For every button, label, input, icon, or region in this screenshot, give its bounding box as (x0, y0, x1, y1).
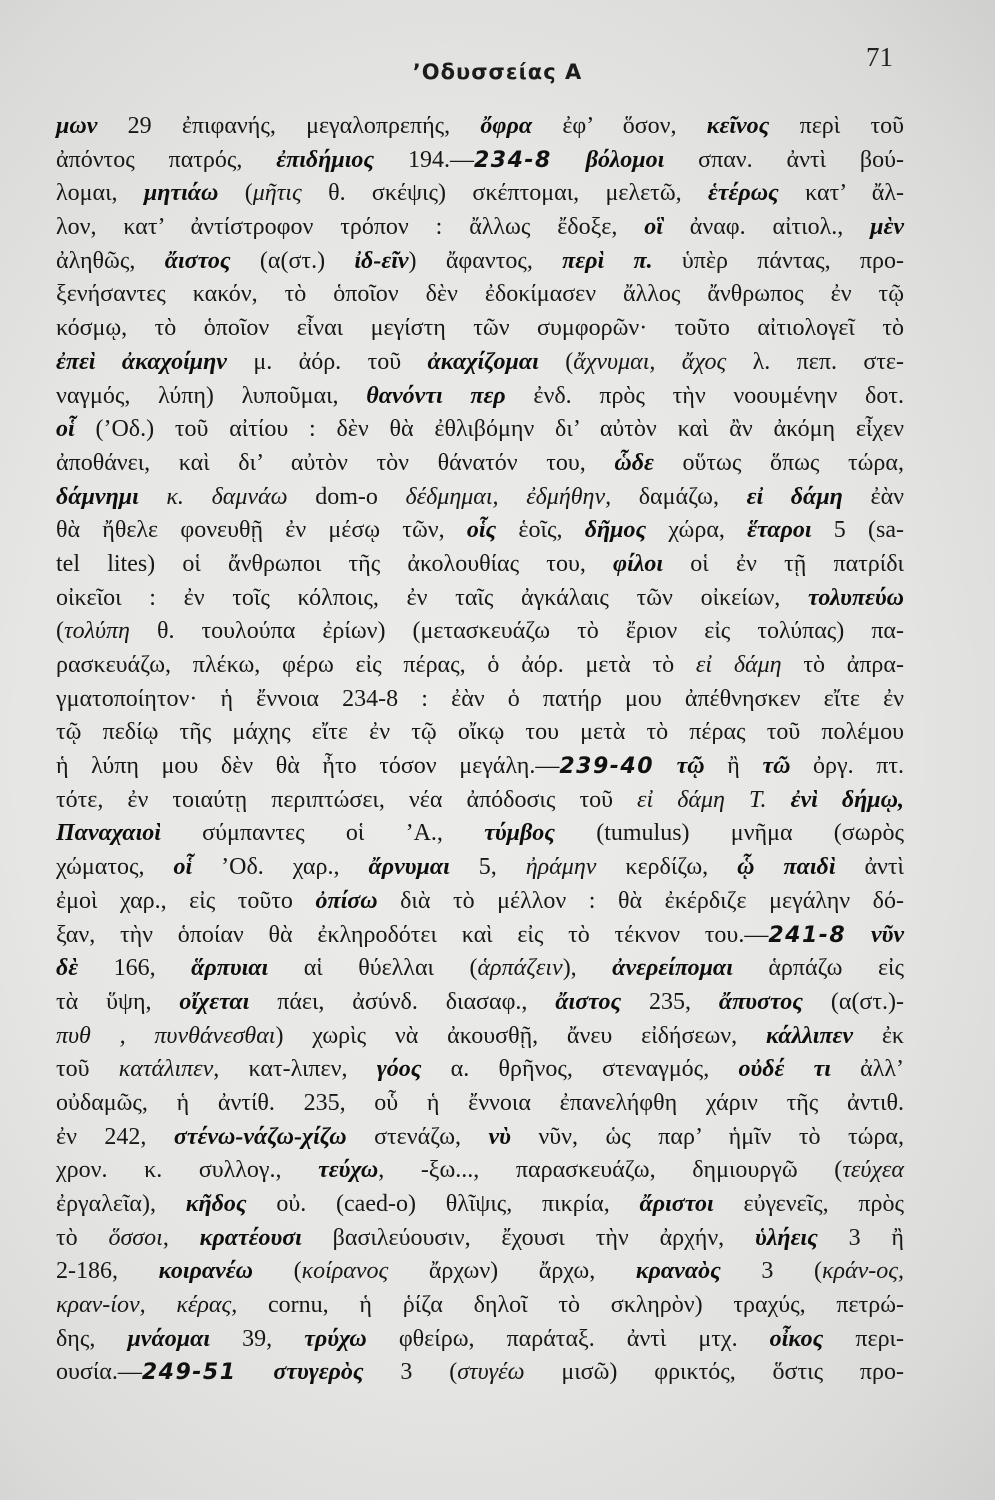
text-run: περι- (823, 1325, 904, 1352)
text-run: ἀποθάνει, καὶ δι’ αὐτὸν τὸν θάνατόν του, (56, 449, 615, 476)
text-line (56, 514, 904, 548)
text-run: πάει, ἀσύνδ. διασαφ., (249, 988, 556, 1015)
headword: μητιάω (143, 180, 219, 207)
text-run: , (162, 1224, 200, 1251)
text-run: ξενήσαντες κακόν, τὸ ὁποῖον δὲν ἐδοκίμασεν ἄλλος ἄνθρωπος ἐν τῷ (56, 281, 904, 308)
text-run (552, 147, 586, 173)
text-line (56, 1188, 904, 1222)
text-run: ( (538, 348, 574, 375)
line-reference: 234-8 (473, 147, 552, 173)
text-run: ( (253, 1258, 302, 1285)
headword: νὺ (488, 1123, 511, 1150)
text-run: ξαν, τὴν ὁποίαν θὰ ἐκληροδότει καὶ εἰς τὸ τέκνον του.— (56, 921, 769, 948)
text-run: ὑπὲρ πάντας, προ- (652, 247, 904, 274)
headword: βόλομοι (585, 146, 665, 173)
text-line (56, 952, 904, 986)
text-run: χώρα, (646, 517, 748, 544)
italic-text: μῆτις (252, 180, 302, 207)
text-line (56, 312, 904, 346)
page-number: 71 (866, 42, 893, 72)
text-run: διὰ τὸ μέλλον : θὰ ἐκέρδιζε μεγάλην δό- (377, 887, 904, 914)
text-run: εὐγενεῖς, πρὸς (713, 1191, 904, 1217)
text-run: τῷ πεδίῳ τῆς μάχης εἴτε ἐν τῷ οἴκῳ του μετὰ τὸ πέρας τοῦ πολέμου (56, 719, 904, 746)
text-run: τότε, ἐν τοιαύτῃ περιπτώσει, νέα ἀπόδοσις τοῦ (56, 786, 638, 813)
text-run: λ. πεπ. στε- (726, 348, 905, 375)
text-run: 235, (621, 988, 719, 1015)
text-line (56, 177, 904, 211)
text-run: ( (218, 180, 253, 207)
text-run: ἐφ’ ὅσον, (532, 113, 707, 139)
text-run: 29 ἐπιφανής, μεγαλοπρεπής, (97, 113, 481, 139)
text-run: cornu, ἡ ῥίζα δηλοῖ τὸ σκληρὸν) τραχύς, πετρώ- (237, 1292, 904, 1319)
headword: κρατέουσι (199, 1224, 302, 1251)
text-run (654, 753, 677, 779)
text-run: 166, (78, 955, 192, 982)
text-run: λομαι, (56, 180, 144, 207)
text-run: ρασκευάζω, πλέκω, φέρω εἰς πέρας, ὁ ἀόρ. μετὰ τὸ (56, 652, 696, 678)
text-run: ), (562, 955, 613, 982)
text-run (139, 484, 167, 510)
headword: κραναὸς (635, 1258, 721, 1285)
headword: ἀκαχίζομαι (427, 348, 539, 375)
text-run: δαμάζω, (611, 483, 747, 510)
text-run: λον, κατ’ ἀντίστροφον τρόπον : ἄλλως ἔδοξε, (56, 214, 645, 241)
text-run: θ. τουλούπα ἐρίων) (μετασκευάζω τὸ ἔριον εἰς τολύπας) πα- (129, 618, 904, 645)
text-run: , κατ-λιπεν, (213, 1056, 377, 1083)
text-run: τὸ ἀπρα- (781, 652, 904, 678)
text-line (56, 278, 904, 312)
text-run: τὸ (56, 1224, 109, 1251)
text-line (56, 346, 904, 380)
headword: ἐνὶ δήμῳ, (790, 786, 904, 813)
text-line (56, 885, 904, 919)
headword: μνάομαι (127, 1325, 211, 1352)
headword: ἕταροι (747, 517, 812, 544)
italic-text: κ. δαμνάω (166, 483, 288, 510)
headword: ἄριστοι (639, 1191, 714, 1217)
text-run: ἄρχων) ἄρχω, (388, 1258, 636, 1285)
headword: τῶ (762, 753, 791, 780)
headword: ἄιστος (555, 988, 622, 1015)
italic-text: ἠράμην (525, 854, 597, 881)
text-run: κόσμῳ, τὸ ὁποῖον εἶναι μεγίστη τῶν συμφορῶν· τοῦτο αἰτιολογεῖ τὸ (56, 315, 904, 342)
text-run: ἢ (704, 753, 763, 780)
text-line (56, 380, 904, 414)
text-line (56, 1053, 904, 1087)
text-line (56, 1121, 904, 1155)
text-run: 194.— (374, 146, 474, 173)
headword: κοιρανέω (158, 1258, 253, 1285)
headword: νῦν (870, 921, 905, 948)
text-run: 39, (210, 1325, 305, 1352)
headword: οἷς (466, 517, 497, 544)
text-run: (α(στ.) (230, 247, 355, 274)
line-reference: 239-40 (559, 754, 655, 780)
headword: ὀπίσω (315, 887, 378, 914)
line-reference: 249-51 (141, 1360, 237, 1386)
text-run: δης, (56, 1325, 128, 1352)
italic-text: στυγέω (457, 1359, 525, 1386)
text-line (56, 649, 904, 683)
text-line (56, 683, 904, 717)
text-run: ( (56, 618, 64, 645)
text-run: ουσία.— (56, 1359, 142, 1386)
text-run: (α(στ.)- (803, 988, 905, 1015)
text-run: 3 ἢ (817, 1224, 904, 1251)
text-run: ἐκ (853, 1022, 905, 1049)
italic-text: κράν-ος, (821, 1258, 904, 1285)
headword: ὧδε (614, 449, 654, 476)
headword: οἷ (173, 854, 193, 881)
italic-text: κοίρανος (301, 1258, 389, 1285)
headword: μων (56, 113, 98, 139)
text-run (237, 1359, 274, 1385)
text-run: θ. σκέψις) σκέπτομαι, μελετῶ, (301, 180, 708, 207)
text-line (56, 1020, 904, 1054)
headword: γόος (376, 1056, 422, 1083)
headword: τολυπεύω (808, 584, 904, 611)
text-line (56, 548, 904, 582)
text-run: οὐδαμῶς, ἡ ἀντίθ. 235, οὗ ἡ ἔννοια ἐπανελήφθη χάριν τῆς ἀντιθ. (56, 1089, 904, 1116)
headword: στυγερὸς (273, 1359, 364, 1386)
headword: κάλλιπεν (765, 1022, 854, 1049)
text-run: κερδίζω, (596, 854, 738, 881)
text-run: οὕτως ὅπως τώρα, (653, 449, 904, 476)
text-line (56, 1255, 904, 1289)
text-run: οὐ. (caed-o) θλῖψις, πικρία, (246, 1191, 640, 1217)
headword: ἅρπυιαι (191, 955, 269, 982)
text-run: στενάζω, (346, 1123, 489, 1150)
text-run: τὰ ὕψη, (56, 988, 180, 1015)
text-run: ἀλλ’ (830, 1056, 904, 1083)
text-run: ἀναφ. αἰτιολ., (662, 214, 871, 241)
text-line (56, 110, 904, 144)
text-line (56, 1222, 904, 1256)
headword: τύμβος (484, 820, 555, 847)
text-run: μισῶ) φρικτός, ὅστις προ- (524, 1359, 904, 1386)
headword: στένω-νάζω-χίζω (173, 1123, 347, 1150)
text-run: ἑοῖς, (496, 517, 585, 544)
headword: οὐδέ τι (738, 1056, 831, 1083)
headword: τρύχω (304, 1325, 367, 1352)
text-line (56, 211, 904, 245)
text-run: 2-186, (56, 1258, 159, 1285)
text-run: 3 ( (363, 1359, 458, 1386)
text-run: ’Οδ. χαρ., (192, 854, 369, 881)
text-line (56, 750, 904, 784)
text-run: χώματος, (56, 854, 174, 881)
text-line (56, 1087, 904, 1121)
text-line (56, 413, 904, 447)
headword: περὶ π. (562, 247, 653, 274)
text-run: 5 (sa- (811, 517, 904, 544)
headword: ὄφρα (480, 113, 533, 139)
text-run: γματοποίητον· ἡ ἔννοια 234-8 : ἐὰν ὁ πατήρ μου ἀπέθνησκεν εἴτε ἐν (56, 685, 904, 712)
text-run (846, 922, 871, 948)
headword: τῷ (676, 753, 705, 780)
headword: ἐπιδήμιος (276, 146, 375, 173)
italic-text: κατάλιπεν (118, 1056, 214, 1083)
headword: δῆμος (584, 517, 647, 544)
text-line (56, 1323, 904, 1357)
text-line (56, 144, 904, 178)
headword: δὲ (56, 955, 79, 982)
headword: ἄιστος (164, 247, 231, 274)
text-run: χρον. κ. συλλογ., (56, 1157, 319, 1184)
text-line (56, 784, 904, 818)
italic-text: ἁρπάζειν (477, 955, 563, 982)
headword: τεύχω (318, 1157, 379, 1184)
commentary-text (56, 110, 904, 1390)
text-run: (’Οδ.) τοῦ αἰτίου : δὲν θὰ ἐθλιβόμην δι’ αὐτὸν καὶ ἂν ἀκόμη εἶχεν (74, 416, 904, 443)
text-run: ἁρπάζω εἰς (732, 955, 904, 982)
headword: ἰδ-εῖν (354, 247, 409, 274)
text-run: ἀντὶ (835, 854, 905, 881)
italic-text: τεύχεα (842, 1157, 904, 1184)
text-run: αἱ θύελλαι ( (268, 955, 478, 982)
headword: ἐπεὶ ἀκαχοίμην (56, 348, 227, 375)
text-line (56, 919, 904, 953)
text-run: οἰκεῖοι : ἐν τοῖς κόλποις, ἐν ταῖς ἀγκάλαις τῶν οἰκείων, (56, 584, 809, 611)
headword: θανόντι περ (366, 382, 506, 409)
text-run: ) χωρὶς νὰ ἀκουσθῇ, ἄνευ εἰδήσεων, (275, 1022, 766, 1049)
text-run: ἐν 242, (56, 1123, 174, 1150)
text-run: οἱ ἐν τῇ πατρίδι (663, 550, 905, 577)
italic-text: κραν-ίον, κέρας, (56, 1292, 238, 1319)
text-run: κατ’ ἄλ- (778, 180, 904, 207)
text-run: ἐργαλεῖα), (56, 1191, 186, 1217)
text-run: περὶ τοῦ (769, 113, 905, 139)
text-run: θὰ ἤθελε φονευθῇ ἐν μέσῳ τῶν, (56, 517, 467, 544)
italic-text: ὅσσοι (108, 1224, 163, 1251)
text-run: ἐνδ. πρὸς τὴν νοουμένην δοτ. (505, 382, 905, 409)
text-line (56, 447, 904, 481)
headword: οἷ (56, 416, 75, 443)
line-reference: 241-8 (768, 922, 847, 948)
running-title: ’Οδυσσείας Α (412, 60, 583, 84)
text-run: 3 ( (720, 1258, 822, 1285)
text-line (56, 716, 904, 750)
text-run: ναγμός, λύπη) λυποῦμαι, (56, 382, 367, 409)
text-line (56, 245, 904, 279)
headword: εἰ δάμη (746, 483, 843, 510)
text-run: (tumulus) μνῆμα (σωρὸς (554, 820, 904, 847)
text-line (56, 1289, 904, 1323)
headword: Παναχαιοὶ (56, 820, 161, 847)
headword: οἶκος (769, 1325, 824, 1352)
headword: ἄπυστος (718, 988, 804, 1015)
italic-text: τολύπη (64, 618, 130, 645)
italic-text: ἄχνυμαι, ἄχος (573, 348, 727, 375)
text-run: , -ξω..., παρασκευάζω, δημιουργῶ ( (378, 1157, 843, 1184)
text-run: τοῦ (56, 1056, 119, 1083)
text-line (56, 986, 904, 1020)
headword: ἄρνυμαι (368, 854, 450, 881)
headword: ὑλήεις (755, 1224, 818, 1251)
text-run: ἐὰν (842, 483, 904, 510)
text-run: σπαν. ἀντὶ βού- (664, 146, 905, 173)
headword: δάμνημι (56, 483, 139, 510)
italic-text: εἰ δάμη (695, 652, 782, 678)
text-run: α. θρῆνος, στεναγμός, (421, 1056, 739, 1083)
text-run: σύμπαντες οἱ ’Α., (160, 820, 485, 847)
text-line (56, 481, 904, 515)
text-run: ὀργ. πτ. (790, 753, 905, 780)
text-line (56, 851, 904, 885)
headword: οἴχεται (179, 988, 250, 1015)
headword: κῆδος (185, 1191, 247, 1217)
text-line (56, 817, 904, 851)
text-run: ἀληθῶς, (56, 247, 165, 274)
headword: φίλοι (613, 550, 664, 577)
text-line (56, 1154, 904, 1188)
text-run: dom-o (287, 483, 406, 510)
text-run (767, 787, 791, 813)
text-run: φθείρω, παράταξ. ἀντὶ μτχ. (366, 1325, 770, 1352)
italic-text: εἰ δάμη Τ. (637, 786, 767, 813)
text-line (56, 615, 904, 649)
text-run: tel lites) οἱ ἄνθρωποι τῆς ἀκολουθίας του, (56, 550, 614, 577)
text-run: νῦν, ὡς παρ’ ἡμῖν τὸ τώρα, (510, 1123, 905, 1150)
text-run: ) ἄφαντος, (408, 247, 563, 274)
text-run: 5, (449, 854, 526, 881)
text-run: βασιλεύουσιν, ἔχουσι τὴν ἀρχήν, (301, 1224, 755, 1251)
headword: ἀνερείπομαι (612, 955, 733, 982)
text-run: ἐμοὶ χαρ., εἰς τοῦτο (56, 887, 316, 914)
italic-text: πυθ , πυνθάνεσθαι (56, 1022, 276, 1049)
text-run: ἀπόντος πατρός, (56, 146, 277, 173)
text-line (56, 1356, 904, 1390)
headword: οἳ (644, 214, 663, 241)
text-run: ἡ λύπη μου δὲν θὰ ἦτο τόσον μεγάλη.— (56, 753, 560, 780)
headword: ᾧ παιδὶ (737, 854, 836, 881)
headword: μὲν (870, 214, 904, 241)
text-run: μ. ἀόρ. τοῦ (226, 348, 428, 375)
italic-text: δέδμημαι, ἐδμήθην, (405, 483, 612, 510)
headword: ἑτέρως (707, 180, 779, 207)
headword: κεῖνος (706, 113, 770, 139)
text-line (56, 582, 904, 616)
